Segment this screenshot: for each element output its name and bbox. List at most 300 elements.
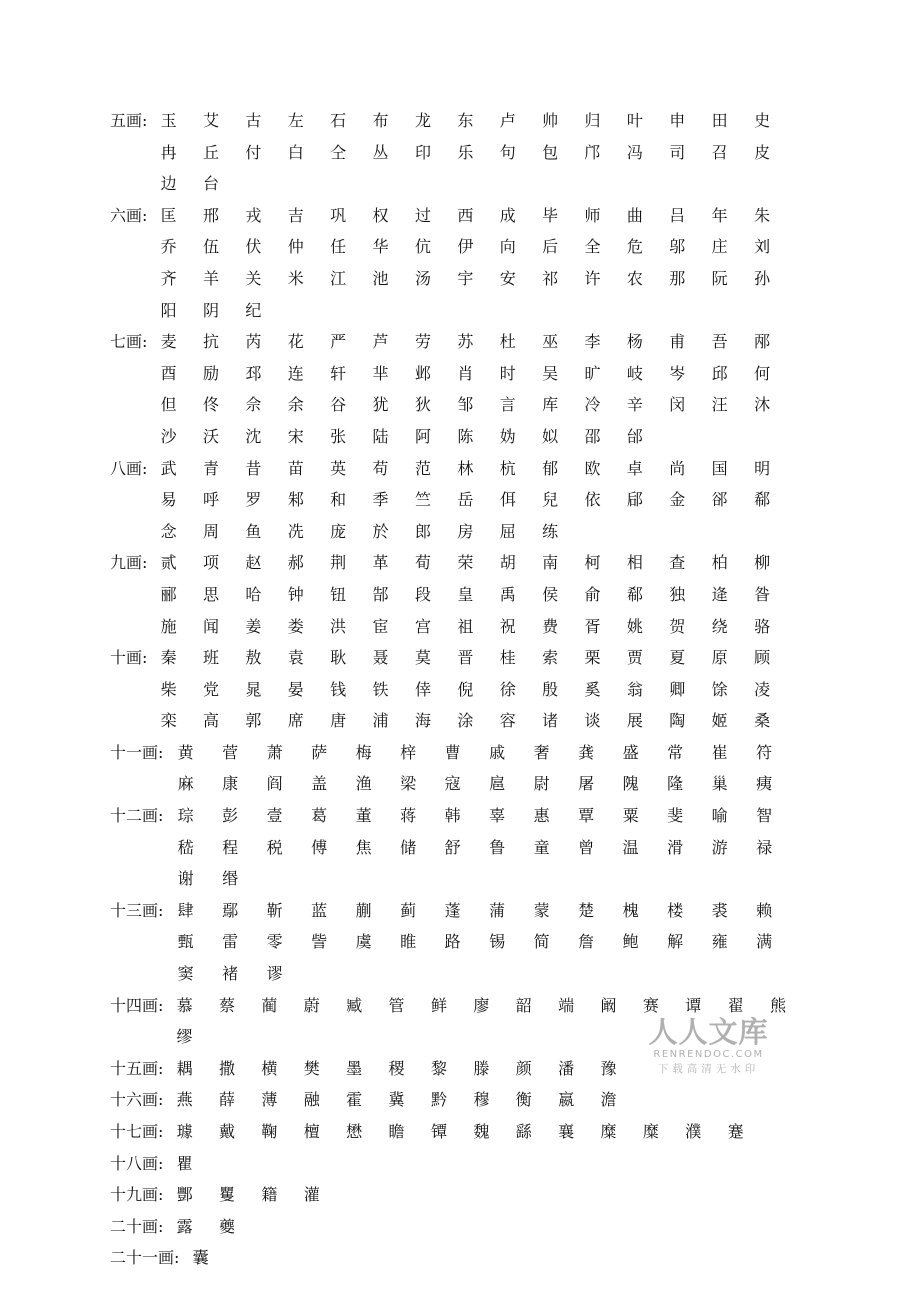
surname-char: 稷 bbox=[388, 1058, 405, 1078]
surname-char: 繇 bbox=[515, 1122, 532, 1141]
surname-char: 南 bbox=[542, 553, 559, 573]
surname-char: 缪 bbox=[176, 1027, 193, 1047]
surname-char: 梓 bbox=[400, 742, 417, 762]
watermark-tagline: 下载高清无水印 bbox=[657, 1063, 760, 1075]
surname-char: 荆 bbox=[330, 553, 347, 573]
surname-char: 柏 bbox=[711, 553, 728, 573]
surname-char: 智 bbox=[756, 806, 773, 826]
watermark-logo: 人人文库 bbox=[648, 1015, 769, 1049]
surname-char: 舒 bbox=[444, 837, 461, 857]
surname-char: 嬴 bbox=[558, 1090, 575, 1110]
surname-char: 陶 bbox=[669, 711, 686, 731]
surname-char: 励 bbox=[202, 363, 219, 383]
surname-char: 樊 bbox=[303, 1058, 320, 1078]
surname-char: 花 bbox=[287, 332, 304, 352]
surname-char: 澹 bbox=[600, 1090, 617, 1110]
surname-char: 锡 bbox=[489, 932, 506, 952]
surname-char: 郝 bbox=[287, 553, 304, 573]
surname-char: 熊 bbox=[770, 995, 787, 1015]
surname-char: 费 bbox=[542, 616, 559, 636]
stroke-group bbox=[110, 105, 820, 200]
surname-char: 钟 bbox=[287, 584, 304, 604]
surname-char: 嵇 bbox=[177, 837, 194, 857]
surname-char: 荣 bbox=[457, 553, 474, 573]
surname-char: 钱 bbox=[330, 679, 347, 699]
surname-char: 师 bbox=[584, 205, 601, 225]
surname-char: 惠 bbox=[533, 806, 550, 826]
surname-char: 辛 bbox=[626, 395, 643, 415]
surname-char: 卢 bbox=[499, 111, 516, 130]
surname-char: 赵 bbox=[245, 553, 262, 573]
surname-char: 玉 bbox=[160, 111, 177, 130]
stroke-group bbox=[110, 200, 820, 326]
surname-char: 邬 bbox=[669, 237, 686, 257]
surname-char: 曲 bbox=[626, 205, 643, 225]
stroke-group bbox=[110, 1242, 820, 1274]
surname-char: 靳 bbox=[266, 900, 283, 920]
stroke-count-label: 十画: bbox=[110, 648, 148, 668]
surname-char: 郜 bbox=[372, 584, 389, 604]
surname-char: 伏 bbox=[245, 237, 262, 257]
surname-char: 壹 bbox=[266, 806, 283, 826]
surname-char: 翟 bbox=[727, 995, 744, 1015]
surname-char: 鞠 bbox=[261, 1122, 278, 1141]
surname-char: 矍 bbox=[218, 1185, 235, 1205]
surname-char: 绕 bbox=[711, 616, 728, 636]
surname-char: 魏 bbox=[473, 1122, 490, 1141]
surname-char: 俞 bbox=[584, 584, 601, 604]
surname-char: 佘 bbox=[245, 395, 262, 415]
surname-char: 屠 bbox=[578, 774, 595, 794]
surname-char: 姜 bbox=[245, 616, 262, 636]
surname-char: 郤 bbox=[711, 490, 728, 510]
surname-char: 逄 bbox=[711, 584, 728, 604]
surname-char: 曹 bbox=[444, 742, 461, 762]
surname-char: 骆 bbox=[754, 616, 771, 636]
surname-char: 缗 bbox=[222, 869, 239, 889]
surname-char: 夔 bbox=[218, 1216, 235, 1236]
surname-char: 慕 bbox=[176, 995, 193, 1015]
surname-chars bbox=[179, 1242, 221, 1274]
surname-char: 谭 bbox=[685, 995, 702, 1015]
surname-char: 訾 bbox=[311, 932, 328, 952]
surname-char: 昔 bbox=[245, 458, 262, 478]
stroke-count-label: 十三画: bbox=[110, 900, 164, 920]
surname-char: 相 bbox=[626, 553, 643, 573]
surname-char: 晁 bbox=[245, 679, 262, 699]
surname-char: 巢 bbox=[711, 774, 728, 794]
surname-char: 阎 bbox=[266, 774, 283, 794]
surname-char: 帅 bbox=[542, 111, 559, 130]
surname-char: 易 bbox=[160, 490, 177, 510]
surname-char: 韩 bbox=[444, 806, 461, 826]
surname-char: 邝 bbox=[584, 142, 601, 162]
surname-char: 廖 bbox=[473, 995, 490, 1015]
surname-char: 涂 bbox=[457, 711, 474, 731]
surname-char: 皇 bbox=[457, 584, 474, 604]
surname-char: 於 bbox=[372, 521, 389, 541]
surname-char: 丛 bbox=[372, 142, 389, 162]
surname-char: 雍 bbox=[711, 932, 728, 952]
surname-char: 党 bbox=[202, 679, 219, 699]
surname-char: 邳 bbox=[245, 363, 262, 383]
surname-char: 解 bbox=[667, 932, 684, 952]
surname-char: 栗 bbox=[584, 648, 601, 668]
stroke-group bbox=[110, 1116, 820, 1148]
surname-char: 倪 bbox=[457, 679, 474, 699]
surname-char: 薛 bbox=[218, 1090, 235, 1110]
surname-char: 段 bbox=[414, 584, 431, 604]
surname-char: 镡 bbox=[430, 1122, 447, 1141]
surname-char: 蓝 bbox=[311, 900, 328, 920]
surname-char: 零 bbox=[266, 932, 283, 952]
surname-char: 温 bbox=[622, 837, 639, 857]
surname-char: 屈 bbox=[499, 521, 516, 541]
surname-char: 蒯 bbox=[355, 900, 372, 920]
surname-char: 黎 bbox=[430, 1058, 447, 1078]
surname-char: 吴 bbox=[542, 363, 559, 383]
surname-char: 裘 bbox=[711, 900, 728, 920]
surname-char: 谈 bbox=[584, 711, 601, 731]
surname-char: 襄 bbox=[558, 1122, 575, 1141]
surname-char: 敖 bbox=[245, 648, 262, 668]
surname-char: 横 bbox=[261, 1058, 278, 1078]
surname-char: 向 bbox=[499, 237, 516, 257]
surname-char: 念 bbox=[160, 521, 177, 541]
surname-char: 滑 bbox=[667, 837, 684, 857]
surname-char: 仝 bbox=[330, 142, 347, 162]
surname-char: 夏 bbox=[669, 648, 686, 668]
surname-char: 渔 bbox=[355, 774, 372, 794]
surname-chars bbox=[163, 1148, 205, 1180]
surname-char: 痍 bbox=[756, 774, 773, 794]
surname-char: 明 bbox=[754, 458, 771, 478]
surname-char: 但 bbox=[160, 395, 177, 415]
surname-char: 寇 bbox=[444, 774, 461, 794]
surname-char: 芦 bbox=[372, 332, 389, 352]
surname-char: 奚 bbox=[584, 679, 601, 699]
surname-char: 田 bbox=[711, 111, 728, 130]
stroke-count-label: 十七画: bbox=[110, 1122, 164, 1141]
surname-char: 邹 bbox=[457, 395, 474, 415]
surname-char: 昝 bbox=[754, 584, 771, 604]
surname-char: 邢 bbox=[202, 205, 219, 225]
surname-char: 乐 bbox=[457, 142, 474, 162]
surname-char: 容 bbox=[499, 711, 516, 731]
surname-char: 库 bbox=[542, 395, 559, 415]
surname-char: 瞿 bbox=[176, 1153, 193, 1173]
stroke-count-label: 十八画: bbox=[110, 1153, 164, 1173]
surname-char: 郈 bbox=[626, 490, 643, 510]
surname-char: 高 bbox=[202, 711, 219, 731]
surname-char: 尉 bbox=[533, 774, 550, 794]
surname-char: 宇 bbox=[457, 268, 474, 288]
stroke-count-label: 十九画: bbox=[110, 1185, 164, 1205]
surname-char: 沈 bbox=[245, 426, 262, 446]
surname-char: 戚 bbox=[489, 742, 506, 762]
surname-char: 姬 bbox=[711, 711, 728, 731]
surname-char: 闵 bbox=[669, 395, 686, 415]
surname-char: 戎 bbox=[245, 205, 262, 225]
surname-char: 郁 bbox=[542, 458, 559, 478]
surname-char: 冀 bbox=[388, 1090, 405, 1110]
surname-char: 孙 bbox=[754, 268, 771, 288]
surname-char: 秦 bbox=[160, 648, 177, 668]
surname-char: 睢 bbox=[400, 932, 417, 952]
surname-char: 沙 bbox=[160, 426, 177, 446]
surname-char: 庞 bbox=[330, 521, 347, 541]
surname-char: 召 bbox=[711, 142, 728, 162]
surname-char: 斐 bbox=[667, 806, 684, 826]
surname-char: 狄 bbox=[414, 395, 431, 415]
stroke-count-label: 六画: bbox=[110, 205, 148, 225]
surname-char: 管 bbox=[388, 995, 405, 1015]
surname-char: 邾 bbox=[287, 490, 304, 510]
surname-char: 沐 bbox=[754, 395, 771, 415]
surname-char: 谷 bbox=[330, 395, 347, 415]
surname-char: 边 bbox=[160, 174, 177, 194]
surname-char: 葛 bbox=[311, 806, 328, 826]
surname-char: 沃 bbox=[202, 426, 219, 446]
surname-char: 浦 bbox=[372, 711, 389, 731]
surname-char: 萧 bbox=[266, 742, 283, 762]
surname-char: 梅 bbox=[355, 742, 372, 762]
surname-char: 符 bbox=[756, 742, 773, 762]
surname-char: 端 bbox=[558, 995, 575, 1015]
stroke-count-label: 九画: bbox=[110, 553, 148, 573]
surname-char: 侯 bbox=[542, 584, 559, 604]
surname-char: 吕 bbox=[669, 205, 686, 225]
surname-char: 姚 bbox=[626, 616, 643, 636]
surname-char: 郗 bbox=[626, 584, 643, 604]
surname-char: 汤 bbox=[414, 268, 431, 288]
surname-char: 房 bbox=[457, 521, 474, 541]
surname-char: 窦 bbox=[177, 964, 194, 984]
surname-char: 阿 bbox=[414, 426, 431, 446]
surname-char: 籍 bbox=[261, 1185, 278, 1205]
surname-char: 楼 bbox=[667, 900, 684, 920]
surname-char: 柳 bbox=[754, 553, 771, 573]
surname-char: 索 bbox=[542, 648, 559, 668]
stroke-count-label: 八画: bbox=[110, 458, 148, 478]
surname-char: 司 bbox=[669, 142, 686, 162]
surname-char: 许 bbox=[584, 268, 601, 288]
surname-char: 娄 bbox=[287, 616, 304, 636]
surname-char: 齐 bbox=[160, 268, 177, 288]
surname-char: 游 bbox=[711, 837, 728, 857]
surname-char: 赛 bbox=[642, 995, 659, 1015]
stroke-count-label: 七画: bbox=[110, 332, 148, 352]
surname-char: 施 bbox=[160, 616, 177, 636]
surname-char: 伍 bbox=[202, 237, 219, 257]
surname-char: 龚 bbox=[578, 742, 595, 762]
surname-char: 班 bbox=[202, 648, 219, 668]
surname-char: 鲁 bbox=[489, 837, 506, 857]
surname-char: 周 bbox=[202, 521, 219, 541]
surname-char: 连 bbox=[287, 363, 304, 383]
surname-char: 过 bbox=[414, 205, 431, 225]
surname-char: 简 bbox=[533, 932, 550, 952]
surname-char: 邰 bbox=[626, 426, 643, 446]
surname-char: 杨 bbox=[626, 332, 643, 352]
watermark-url: RENRENDOC.COM bbox=[653, 1049, 764, 1060]
surname-char: 芈 bbox=[372, 363, 389, 383]
surname-char: 聂 bbox=[372, 648, 389, 668]
surname-char: 时 bbox=[499, 363, 516, 383]
surname-char: 苟 bbox=[372, 458, 389, 478]
surname-char: 胥 bbox=[584, 616, 601, 636]
surname-char: 柴 bbox=[160, 679, 177, 699]
surname-char: 米 bbox=[287, 268, 304, 288]
surname-char: 江 bbox=[330, 268, 347, 288]
surname-char: 西 bbox=[457, 205, 474, 225]
surname-char: 潘 bbox=[558, 1058, 575, 1078]
surname-char: 蓬 bbox=[444, 900, 461, 920]
surname-char: 申 bbox=[669, 111, 686, 130]
surname-char: 瞻 bbox=[388, 1122, 405, 1141]
surname-char: 佟 bbox=[202, 395, 219, 415]
surname-char: 妫 bbox=[499, 426, 516, 446]
surname-char: 年 bbox=[711, 205, 728, 225]
surname-char: 税 bbox=[266, 837, 283, 857]
surname-char: 冷 bbox=[584, 395, 601, 415]
surname-char: 关 bbox=[245, 268, 262, 288]
surname-char: 范 bbox=[414, 458, 431, 478]
surname-char: 隗 bbox=[622, 774, 639, 794]
surname-char: 仲 bbox=[287, 237, 304, 257]
surname-char: 言 bbox=[499, 395, 516, 415]
surname-char: 林 bbox=[457, 458, 474, 478]
surname-char: 包 bbox=[542, 142, 559, 162]
surname-char: 殷 bbox=[542, 679, 559, 699]
stroke-group bbox=[110, 326, 820, 452]
surname-char: 甫 bbox=[669, 332, 686, 352]
surname-char: 匡 bbox=[160, 205, 177, 225]
stroke-group bbox=[110, 1211, 820, 1243]
surname-char: 酉 bbox=[160, 363, 177, 383]
surname-char: 唐 bbox=[330, 711, 347, 731]
surname-char: 鱼 bbox=[245, 521, 262, 541]
surname-char: 白 bbox=[287, 142, 304, 162]
stroke-group bbox=[110, 1148, 820, 1180]
surname-char: 萨 bbox=[311, 742, 328, 762]
surname-char: 石 bbox=[330, 111, 347, 130]
surname-chars bbox=[147, 105, 820, 200]
surname-char: 蹇 bbox=[727, 1122, 744, 1141]
surname-char: 盖 bbox=[311, 774, 328, 794]
surname-chars bbox=[163, 1084, 629, 1116]
surname-char: 黔 bbox=[430, 1090, 447, 1110]
surname-char: 霍 bbox=[346, 1090, 363, 1110]
surname-char: 何 bbox=[754, 363, 771, 383]
surname-char: 祖 bbox=[457, 616, 474, 636]
surname-char: 原 bbox=[711, 648, 728, 668]
surname-char: 欧 bbox=[584, 458, 601, 478]
surname-char: 喻 bbox=[711, 806, 728, 826]
surname-char: 印 bbox=[414, 142, 431, 162]
surname-char: 倖 bbox=[414, 679, 431, 699]
stroke-count-label: 十一画: bbox=[110, 742, 164, 762]
surname-char: 曾 bbox=[578, 837, 595, 857]
stroke-count-label: 十四画: bbox=[110, 995, 164, 1015]
surname-char: 皮 bbox=[754, 142, 771, 162]
surname-char: 杜 bbox=[499, 332, 516, 352]
surname-char: 姒 bbox=[542, 426, 559, 446]
surname-char: 禄 bbox=[756, 837, 773, 857]
surname-char: 吾 bbox=[711, 332, 728, 352]
surname-char: 戴 bbox=[218, 1122, 235, 1141]
surname-char: 禹 bbox=[499, 584, 516, 604]
stroke-count-label: 十六画: bbox=[110, 1090, 164, 1110]
surname-char: 袁 bbox=[287, 648, 304, 668]
surname-char: 露 bbox=[176, 1216, 193, 1236]
surname-char: 展 bbox=[626, 711, 643, 731]
surname-char: 程 bbox=[222, 837, 239, 857]
surname-char: 归 bbox=[584, 111, 601, 130]
surname-char: 岐 bbox=[626, 363, 643, 383]
surname-char: 菅 bbox=[222, 742, 239, 762]
surname-char: 麦 bbox=[160, 332, 177, 352]
surname-chars bbox=[163, 737, 820, 800]
surname-char: 彭 bbox=[222, 806, 239, 826]
surname-char: 宋 bbox=[287, 426, 304, 446]
surname-char: 史 bbox=[754, 111, 771, 130]
surname-char: 思 bbox=[202, 584, 219, 604]
surname-char: 成 bbox=[499, 205, 516, 225]
surname-char: 巫 bbox=[542, 332, 559, 352]
surname-char: 耦 bbox=[176, 1058, 193, 1078]
surname-char: 翁 bbox=[626, 679, 643, 699]
surname-char: 丘 bbox=[202, 142, 219, 162]
surname-char: 郭 bbox=[245, 711, 262, 731]
surname-char: 左 bbox=[287, 111, 304, 130]
surname-char: 郎 bbox=[414, 521, 431, 541]
surname-char: 闻 bbox=[202, 616, 219, 636]
surname-char: 佴 bbox=[499, 490, 516, 510]
surname-char: 璩 bbox=[176, 1122, 193, 1141]
stroke-count-label: 五画: bbox=[110, 111, 148, 130]
surname-char: 槐 bbox=[622, 900, 639, 920]
surname-char: 郗 bbox=[754, 490, 771, 510]
surname-char: 羊 bbox=[202, 268, 219, 288]
surname-char: 凌 bbox=[754, 679, 771, 699]
surname-char: 冯 bbox=[626, 142, 643, 162]
surname-char: 艾 bbox=[202, 111, 219, 130]
surname-char: 芮 bbox=[245, 332, 262, 352]
surname-char: 胡 bbox=[499, 553, 516, 573]
surname-char: 馀 bbox=[711, 679, 728, 699]
surname-char: 褚 bbox=[222, 964, 239, 984]
surname-char: 苗 bbox=[287, 458, 304, 478]
surname-char: 全 bbox=[584, 237, 601, 257]
surname-char: 蒋 bbox=[400, 806, 417, 826]
surname-char: 蔡 bbox=[218, 995, 235, 1015]
surname-char: 阚 bbox=[600, 995, 617, 1015]
surname-char: 陈 bbox=[457, 426, 474, 446]
surname-char: 查 bbox=[669, 553, 686, 573]
surname-char: 金 bbox=[669, 490, 686, 510]
surname-char: 崔 bbox=[711, 742, 728, 762]
surname-char: 钮 bbox=[330, 584, 347, 604]
surname-chars bbox=[147, 547, 820, 642]
surname-char: 谬 bbox=[266, 964, 283, 984]
watermark bbox=[646, 1015, 771, 1077]
surname-chars bbox=[147, 326, 820, 452]
stroke-group bbox=[110, 453, 820, 548]
surname-char: 童 bbox=[533, 837, 550, 857]
surname-char: 岑 bbox=[669, 363, 686, 383]
surname-char: 台 bbox=[202, 174, 219, 194]
